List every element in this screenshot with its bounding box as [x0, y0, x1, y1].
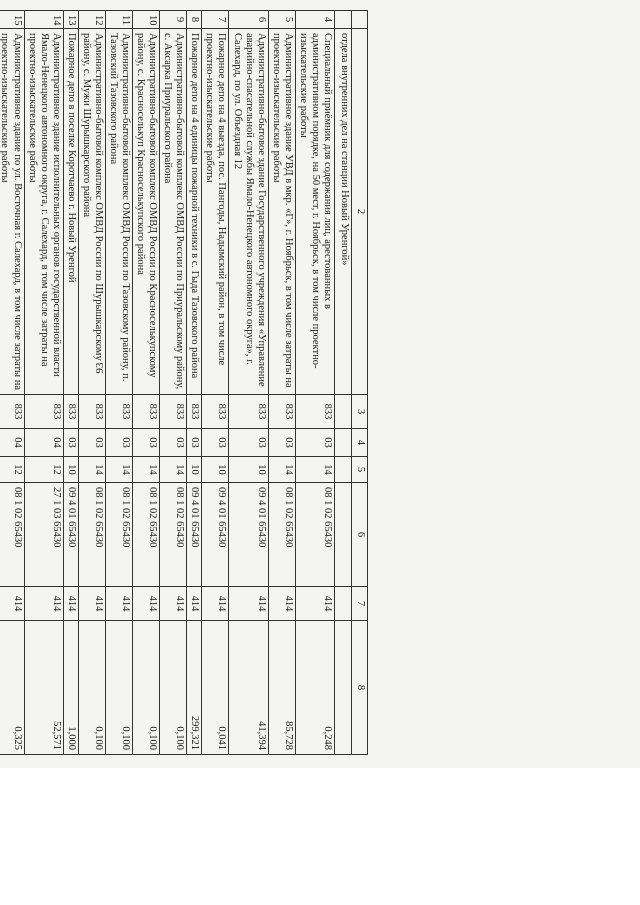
- name-cell: Административно-бытовой комплекс ОМВД России по Тазовскому району, п. Тазовский Тазовского района: [105, 29, 132, 395]
- empty-cell: [335, 457, 352, 483]
- amount-cell: 0,248: [295, 621, 334, 755]
- row-number-cell: 10: [133, 11, 160, 29]
- expense-type-cell: 414: [268, 587, 295, 621]
- table-row: [335, 11, 352, 755]
- section-cell: 03: [229, 429, 268, 457]
- table-row: [24, 11, 63, 755]
- header-cell: 5: [352, 457, 368, 483]
- name-cell: Административно-бытовое здание Государственного учреждения «Управление аварийно-спасательной службы Ямало-Ненецкого автономного округа», г. Салехард, по ул. Объездная 12: [229, 29, 268, 395]
- target-article-cell: 08 1 02 65430: [105, 483, 132, 587]
- target-article-cell: 08 1 02 65430: [295, 483, 334, 587]
- row-number-cell: 8: [187, 11, 202, 29]
- table-row: [202, 11, 229, 755]
- table-row: [133, 11, 160, 755]
- header-cell: 8: [352, 621, 368, 755]
- table-row: [63, 11, 78, 755]
- section-cell: 03: [105, 429, 132, 457]
- name-cell: отдела внутренних дел на станции Новый Уренгой»: [335, 29, 352, 395]
- subsection-cell: 14: [78, 457, 105, 483]
- target-article-cell: 08 1 02 65430: [0, 483, 24, 587]
- admin-code-cell: 833: [202, 395, 229, 429]
- page-number: 93: [94, 362, 106, 374]
- subsection-cell: 10: [229, 457, 268, 483]
- amount-cell: 0,325: [0, 621, 24, 755]
- subsection-cell: 14: [133, 457, 160, 483]
- header-cell: 6: [352, 483, 368, 587]
- expense-type-cell: 414: [63, 587, 78, 621]
- row-number-cell: 6: [229, 11, 268, 29]
- row-number-cell: [335, 11, 352, 29]
- expense-type-cell: 414: [187, 587, 202, 621]
- name-cell: Административно-бытовой комплекс ОМВД России по Красноселькупскому району, с. Красноселькуп Красноселькупского района: [133, 29, 160, 395]
- amount-cell: 0,100: [133, 621, 160, 755]
- admin-code-cell: 833: [229, 395, 268, 429]
- empty-cell: [335, 483, 352, 587]
- empty-cell: [335, 587, 352, 621]
- expense-type-cell: 414: [24, 587, 63, 621]
- table-row: [160, 11, 187, 755]
- admin-code-cell: 833: [24, 395, 63, 429]
- expense-type-cell: 414: [295, 587, 334, 621]
- subsection-cell: 14: [295, 457, 334, 483]
- header-cell: 4: [352, 429, 368, 457]
- admin-code-cell: 833: [187, 395, 202, 429]
- admin-code-cell: 833: [78, 395, 105, 429]
- target-article-cell: 09 4 01 65430: [202, 483, 229, 587]
- expense-type-cell: 414: [202, 587, 229, 621]
- name-cell: Пожарное депо на 4 выезда, пос. Пангоды, Надымский район, в том числе проектно-изыскательские работы: [202, 29, 229, 395]
- name-cell: Административно-бытовой комплекс ОМВД России по Шурышкарскому району, с. Мужи Шурышкарского района: [78, 29, 105, 395]
- row-number-cell: 7: [202, 11, 229, 29]
- name-cell: Административное здание УВД в мкр. «Г», г. Ноябрьск, в том числе затраты на проектно-изыскательские работы: [268, 29, 295, 395]
- header-row: [352, 11, 368, 755]
- amount-cell: 41,394: [229, 621, 268, 755]
- admin-code-cell: 833: [268, 395, 295, 429]
- amount-cell: 85,728: [268, 621, 295, 755]
- section-cell: 03: [63, 429, 78, 457]
- amount-cell: 52,571: [24, 621, 63, 755]
- expense-type-cell: 414: [229, 587, 268, 621]
- table-row: [229, 11, 268, 755]
- header-cell: 3: [352, 395, 368, 429]
- target-article-cell: 08 1 02 65430: [160, 483, 187, 587]
- name-cell: Административное здание исполнительных органов государственной власти Ямало-Ненецкого автономного округа, г. Салехард, в том числе затраты на проектно-изыскательские работы: [24, 29, 63, 395]
- amount-cell: 299,321: [187, 621, 202, 755]
- target-article-cell: 08 1 02 65430: [78, 483, 105, 587]
- section-cell: 03: [295, 429, 334, 457]
- admin-code-cell: 833: [105, 395, 132, 429]
- name-cell: Пожарное депо на 4 единицы пожарной техники в с. Гыда Тазовского района: [187, 29, 202, 395]
- section-cell: 03: [202, 429, 229, 457]
- table-container: [0, 10, 368, 754]
- table-row: [187, 11, 202, 755]
- row-number-cell: 12: [78, 11, 105, 29]
- admin-code-cell: 833: [133, 395, 160, 429]
- name-cell: Административно-бытовой комплекс ОМВД России по Приуральскому району, с. Аксарка Приуральского района: [160, 29, 187, 395]
- amount-cell: 0,100: [160, 621, 187, 755]
- admin-code-cell: 833: [295, 395, 334, 429]
- admin-code-cell: 833: [160, 395, 187, 429]
- amount-cell: 0,100: [105, 621, 132, 755]
- table-row: [0, 11, 24, 755]
- header-cell: 2: [352, 29, 368, 395]
- empty-cell: [335, 621, 352, 755]
- expense-type-cell: 414: [133, 587, 160, 621]
- expense-type-cell: 414: [160, 587, 187, 621]
- empty-cell: [335, 429, 352, 457]
- expense-type-cell: 414: [105, 587, 132, 621]
- target-article-cell: 09 4 01 65430: [229, 483, 268, 587]
- section-cell: 04: [0, 429, 24, 457]
- amount-cell: 1,000: [63, 621, 78, 755]
- row-number-cell: 14: [24, 11, 63, 29]
- name-cell: Пожарное депо в поселке Коротчаево г. Новый Уренгой: [63, 29, 78, 395]
- subsection-cell: 14: [268, 457, 295, 483]
- subsection-cell: 10: [187, 457, 202, 483]
- admin-code-cell: 833: [0, 395, 24, 429]
- table-row: [295, 11, 334, 755]
- row-number-cell: 9: [160, 11, 187, 29]
- row-number-cell: 11: [105, 11, 132, 29]
- target-article-cell: 09 4 01 65430: [63, 483, 78, 587]
- subsection-cell: 14: [105, 457, 132, 483]
- empty-cell: [335, 395, 352, 429]
- section-cell: 03: [187, 429, 202, 457]
- row-number-cell: 4: [295, 11, 334, 29]
- target-article-cell: 27 1 03 65430: [24, 483, 63, 587]
- subsection-cell: 10: [63, 457, 78, 483]
- amount-cell: 0,041: [202, 621, 229, 755]
- expense-type-cell: 414: [78, 587, 105, 621]
- target-article-cell: 08 1 02 65430: [268, 483, 295, 587]
- table-row: [105, 11, 132, 755]
- subsection-cell: 12: [24, 457, 63, 483]
- name-cell: Административное здание по ул. Восточная г. Салехард, в том числе затраты на проектно-изыскательские работы: [0, 29, 24, 395]
- table-row: [268, 11, 295, 755]
- budget-table: [0, 10, 368, 755]
- header-cell: [352, 11, 368, 29]
- section-cell: 03: [133, 429, 160, 457]
- row-number-cell: 13: [63, 11, 78, 29]
- section-cell: 03: [160, 429, 187, 457]
- section-cell: 03: [78, 429, 105, 457]
- target-article-cell: 08 1 02 65430: [133, 483, 160, 587]
- target-article-cell: 09 4 01 65430: [187, 483, 202, 587]
- admin-code-cell: 833: [63, 395, 78, 429]
- section-cell: 04: [24, 429, 63, 457]
- amount-cell: 0,100: [78, 621, 105, 755]
- table-row: [78, 11, 105, 755]
- section-cell: 03: [268, 429, 295, 457]
- subsection-cell: 14: [160, 457, 187, 483]
- row-number-cell: 5: [268, 11, 295, 29]
- header-cell: 7: [352, 587, 368, 621]
- expense-type-cell: 414: [0, 587, 24, 621]
- name-cell: Специальный приёмник для содержания лиц, арестованных в административном порядке, на 50 мест, г. Ноябрьск, в том числе проектно-изыскательские работы: [295, 29, 334, 395]
- subsection-cell: 12: [0, 457, 24, 483]
- subsection-cell: 10: [202, 457, 229, 483]
- row-number-cell: 15: [0, 11, 24, 29]
